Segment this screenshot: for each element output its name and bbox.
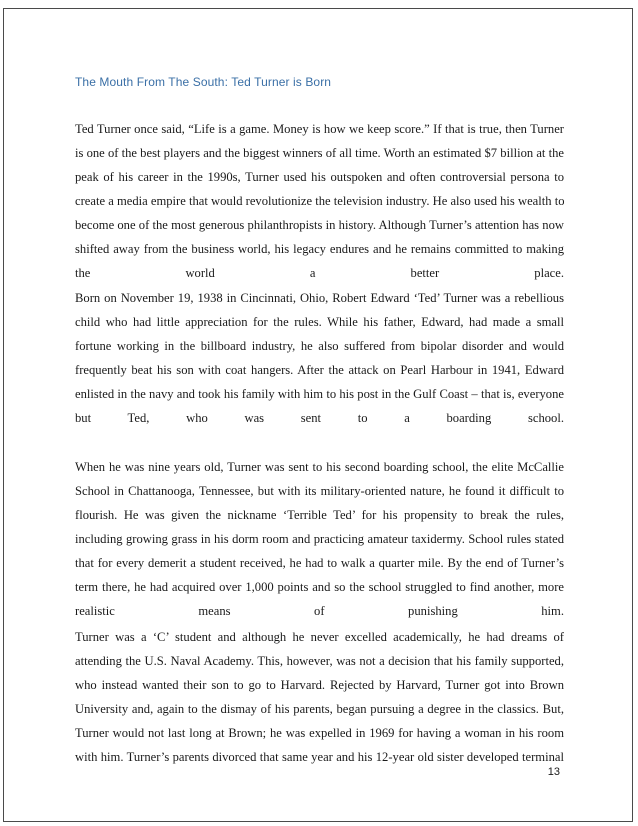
text-line: fortune working in the billboard industry, he also suffered from bipolar disorder and would (75, 339, 564, 353)
text-line: that for every demerit a student received, he had to walk a quarter mile. By the end of Turner’s (75, 556, 564, 570)
text-line: University and, again to the dismay of his parents, began pursuing a degree in the classics. But, (75, 702, 564, 716)
text-line: School in Chattanooga, Tennessee, but with its military-oriented nature, he found it difficult to (75, 484, 564, 498)
text-line: flourish. He was given the nickname ‘Terrible Ted’ for his propensity to break the rules, (75, 508, 564, 522)
text-line: become one of the most generous philanthropists in history. Although Turner’s attention has now (75, 218, 564, 232)
paragraph-1 (75, 117, 564, 285)
text-line: attending the U.S. Naval Academy. This, however, was not a decision that his family supported, (75, 654, 564, 668)
text-line: frequently beat his son with coat hangers. After the attack on Pearl Harbour in 1941, Edward (75, 363, 564, 377)
text-line: shifted away from the business world, his legacy endures and he remains committed to making (75, 242, 564, 256)
section-title: The Mouth From The South: Ted Turner is Born (75, 75, 332, 89)
text-line: realistic means of punishing him. (75, 604, 564, 618)
text-line: enlisted in the navy and took his family with him to his post in the Gulf Coast – that is, everyone (75, 387, 564, 401)
text-line: with him. Turner’s parents divorced that same year and his 12-year old sister developed terminal (75, 750, 564, 764)
paragraph-2 (75, 286, 564, 430)
paragraph-4 (75, 625, 564, 769)
text-line: peak of his career in the 1990s, Turner used his outspoken and often controversial persona to (75, 170, 564, 184)
text-line: the world a better place. (75, 266, 564, 280)
page-number: 13 (547, 766, 560, 778)
text-line: Born on November 19, 1938 in Cincinnati, Ohio, Robert Edward ‘Ted’ Turner was a rebellious (75, 291, 564, 305)
text-line: Turner would not last long at Brown; he was expelled in 1969 for having a woman in his room (75, 726, 564, 740)
text-line: child who had little appreciation for the rules. While his father, Edward, had made a small (75, 315, 564, 329)
text-line: Ted Turner once said, “Life is a game. Money is how we keep score.” If that is true, then Turner (75, 122, 564, 136)
text-line: create a media empire that would revolutionize the television industry. He also used his wealth to (75, 194, 564, 208)
text-line: is one of the best players and the biggest winners of all time. Worth an estimated $7 billion at the (75, 146, 564, 160)
text-line: including growing grass in his dorm room and practicing amateur taxidermy. School rules stated (75, 532, 564, 546)
text-line: but Ted, who was sent to a boarding school. (75, 411, 564, 425)
text-line: When he was nine years old, Turner was sent to his second boarding school, the elite McCallie (75, 460, 564, 474)
text-line: term there, he had acquired over 1,000 points and so the school struggled to find another, more (75, 580, 564, 594)
paragraph-3 (75, 455, 564, 623)
text-line: who instead wanted their son to go to Harvard. Rejected by Harvard, Turner got into Brown (75, 678, 564, 692)
text-line: Turner was a ‘C’ student and although he never excelled academically, he had dreams of (75, 630, 564, 644)
